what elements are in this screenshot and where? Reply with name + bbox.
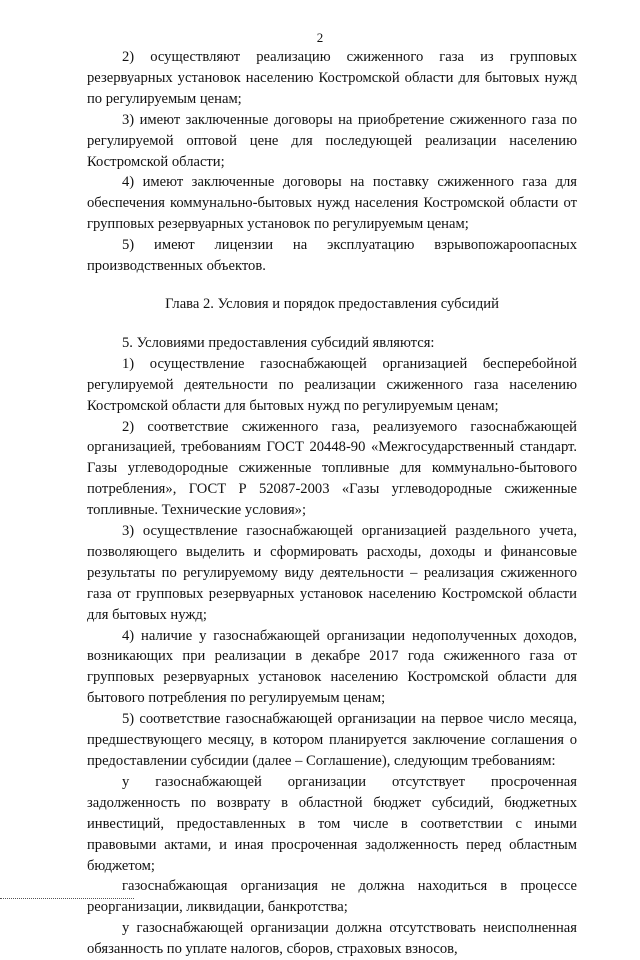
footer-divider (0, 898, 134, 899)
paragraph-item-5: 5) имеют лицензии на эксплуатацию взрывопожароопасных производственных объектов. (87, 237, 577, 275)
paragraph-item-3: 3) имеют заключенные договоры на приобретение сжиженного газа по регулируемой оптовой цене для последующей реализации населению Костромской области; (87, 111, 577, 170)
paragraph-item-4: 4) имеют заключенные договоры на поставку сжиженного газа для обеспечения коммунально-бытовых нужд населения Костромской области от групповых резервуарных установок по регулируемым ценам; (87, 174, 577, 233)
paragraph-condition-5: 5) соответствие газоснабжающей организации на первое число месяца, предшествующего месяцу, в котором планируется заключение соглашения о предоставлении субсидии (далее – Соглашение), следующим требованиям: (87, 711, 577, 769)
paragraph-condition-3: 3) осуществление газоснабжающей организацией раздельного учета, позволяющего выделить и сформировать расходы, доходы и финансовые результаты по регулируемому виду деятельности – реализация сжиженного газа от групповых резервуарных установок населению Костромской области для бытовых нужд; (87, 523, 577, 623)
chapter-heading: Глава 2. Условия и порядок предоставления субсидий (165, 295, 499, 312)
paragraph-requirement-debt: у газоснабжающей организации отсутствует просроченная задолженность по возврату в областной бюджет субсидий, бюджетных инвестиций, предоставленных в том числе в соответствии с иными правовыми актами, и иная просроченная задолженность перед областным бюджетом; (87, 773, 577, 874)
paragraph-requirement-taxes: у газоснабжающей организации должна отсутствовать неисполненная обязанность по уплате налогов, сборов, страховых взносов, (87, 920, 577, 958)
paragraph-requirement-reorganization: газоснабжающая организация не должна находиться в процессе реорганизации, ликвидации, банкротства; (87, 878, 577, 916)
paragraph-condition-2: 2) соответствие сжиженного газа, реализуемого газоснабжающей организацией, требованиям ГОСТ 20448-90 «Межгосударственный стандарт. Газы углеводородные сжиженные топливные для коммунально-бытового потребления», ГОСТ Р 52087-2003 «Газы углеводородные сжиженные топливные. Технические условия»; (87, 418, 577, 519)
page-number: 2 (316, 30, 324, 45)
paragraph-condition-1: 1) осуществление газоснабжающей организацией бесперебойной регулируемой деятельности по реализации сжиженного газа населению Костромской области для бытовых нужд по регулируемым ценам; (87, 355, 577, 414)
paragraph-condition-4: 4) наличие у газоснабжающей организации недополученных доходов, возникающих при реализации в декабре 2017 года сжиженного газа от групповых резервуарных установок населению Костромской области для бытового потребления по регулируемым ценам; (87, 627, 577, 707)
paragraph-section-5: 5. Условиями предоставления субсидий являются: (122, 334, 435, 351)
paragraph-item-2: 2) осуществляют реализацию сжиженного газа из групповых резервуарных установок населению Костромской области для бытовых нужд по регулируемым ценам; (87, 49, 577, 107)
document-body (87, 47, 577, 960)
